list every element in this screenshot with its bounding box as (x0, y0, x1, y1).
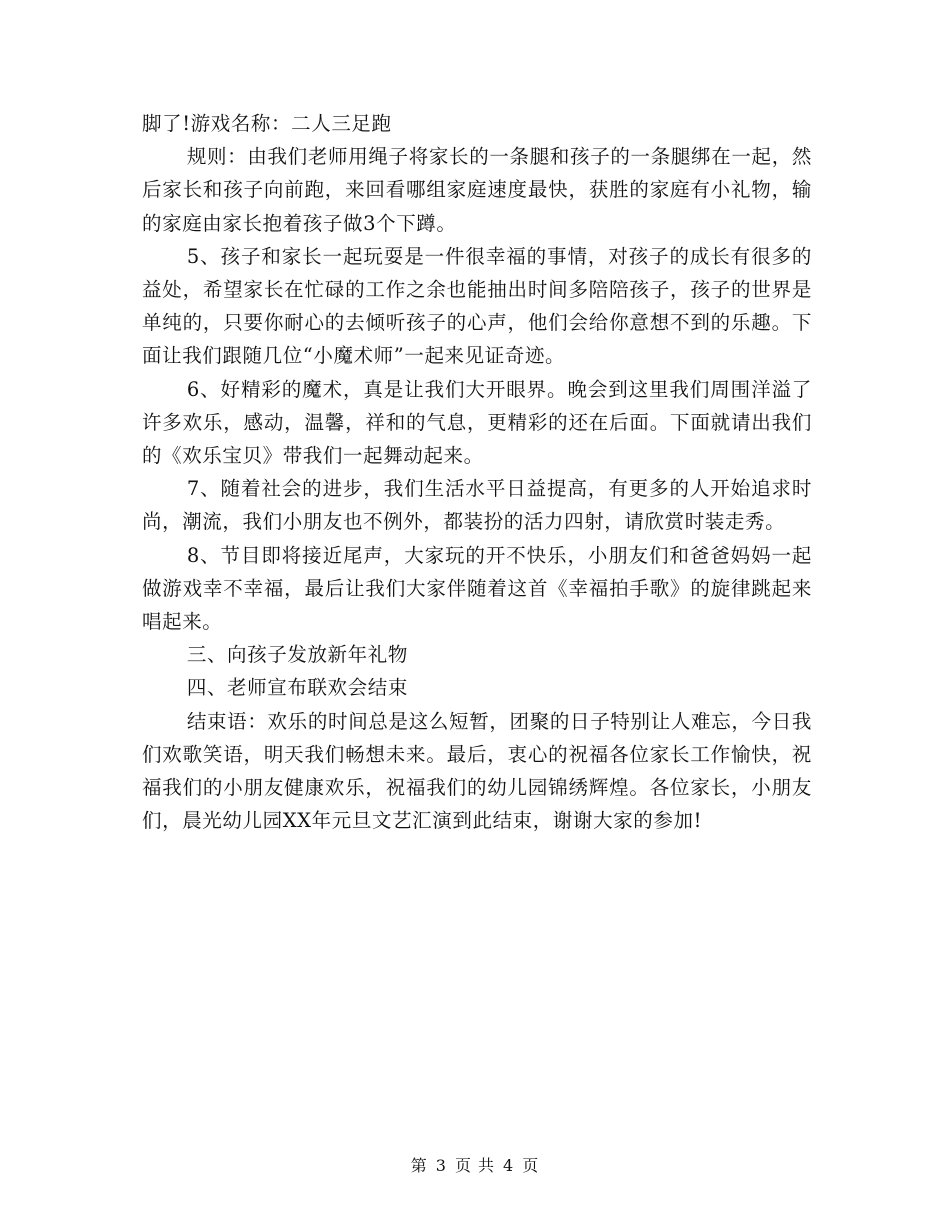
paragraph-game-title: 脚了!游戏名称：二人三足跑 (142, 112, 392, 135)
footer-prefix: 第 (410, 1156, 428, 1175)
paragraph-item-8: 8、节目即将接近尾声，大家玩的开不快乐，小朋友们和爸爸妈妈一起做游戏幸不幸福，最后让我们大家伴随着这首《幸福拍手歌》的旋律跳起来唱起来。 (142, 543, 812, 634)
document-body (142, 107, 812, 837)
page-footer (0, 1153, 950, 1176)
footer-suffix: 页 (522, 1156, 540, 1175)
paragraph-game-rules: 规则：由我们老师用绳子将家长的一条腿和孩子的一条腿绑在一起，然后家长和孩子向前跑，来回看哪组家庭速度最快，获胜的家庭有小礼物，输的家庭由家长抱着孩子做3个下蹲。 (142, 145, 812, 235)
paragraph-item-7: 7、随着社会的进步，我们生活水平日益提高，有更多的人开始追求时尚，潮流，我们小朋友也不例外，都装扮的活力四射，请欣赏时装走秀。 (142, 477, 812, 534)
paragraph-section-four: 四、老师宣布联欢会结束 (186, 676, 408, 700)
footer-page-number: 3 (435, 1156, 447, 1175)
paragraph-item-6: 6、好精彩的魔术，真是让我们大开眼界。晚会到这里我们周围洋溢了许多欢乐，感动，温馨，祥和的气息，更精彩的还在后面。下面就请出我们的《欢乐宝贝》带我们一起舞动起来。 (142, 377, 812, 468)
paragraph-item-5: 5、孩子和家长一起玩耍是一件很幸福的事情，对孩子的成长有很多的益处，希望家长在忙碌的工作之余也能抽出时间多陪陪孩子，孩子的世界是单纯的，只要你耐心的去倾听孩子的心声，他们会给你意想不到的乐趣。下面让我们跟随几位“小魔术师”一起来见证奇迹。 (142, 244, 812, 368)
footer-middle: 页 共 (454, 1156, 496, 1175)
paragraph-closing-remarks: 结束语：欢乐的时间总是这么短暂，团聚的日子特别让人难忘，今日我们欢歌笑语，明天我们畅想未来。最后，衷心的祝福各位家长工作愉快，祝福我们的小朋友健康欢乐，祝福我们的幼儿园锦绣辉煌。各位家长，小朋友们，晨光幼儿园XX年元旦文艺汇演到此结束，谢谢大家的参加! (142, 709, 812, 833)
footer-total-pages: 4 (503, 1156, 515, 1175)
paragraph-section-three: 三、向孩子发放新年礼物 (186, 643, 408, 667)
